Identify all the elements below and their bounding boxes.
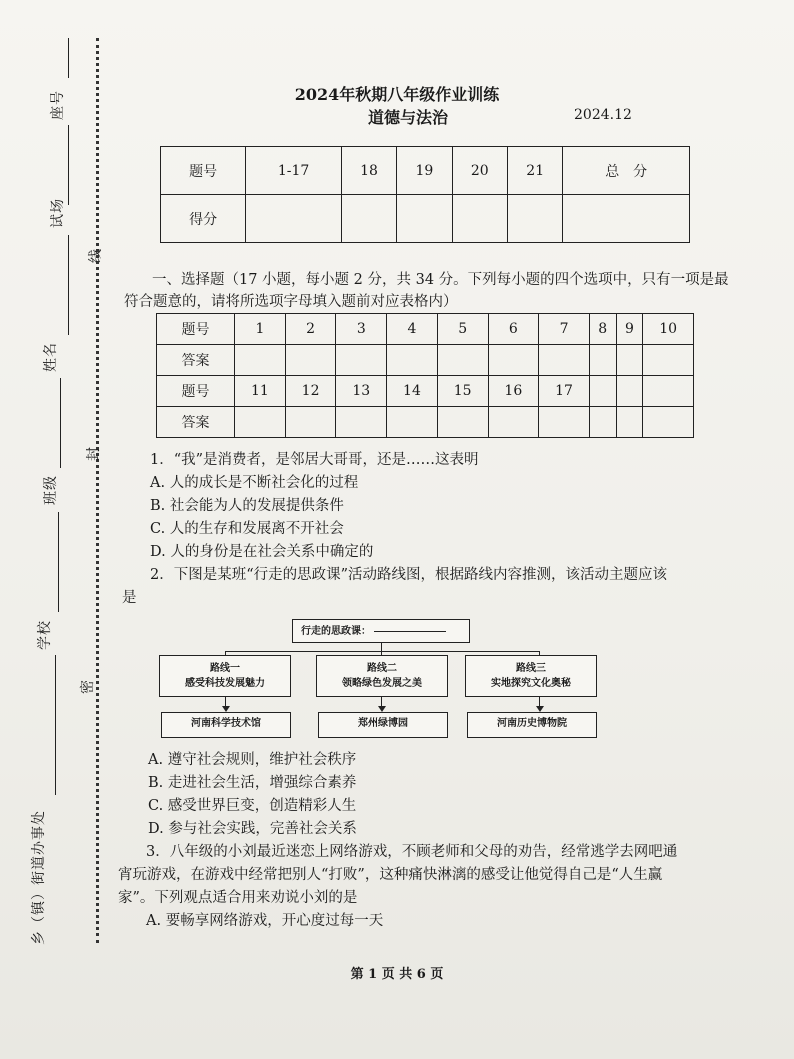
class-underline <box>60 378 61 468</box>
score-cell[interactable] <box>508 195 563 243</box>
binding-dotted-line <box>96 38 99 943</box>
answer-cell[interactable] <box>589 407 616 438</box>
school-label: 学校 <box>37 620 53 650</box>
answer-row-label: 题号 <box>157 314 235 345</box>
exam-subject: 道德与法治 <box>368 108 449 127</box>
cut-mark-secret: 密 <box>80 680 96 694</box>
q2-option-a: A. 遵守社会规则，维护社会秩序 <box>148 752 357 768</box>
diagram-root-box <box>292 619 470 643</box>
answer-cell[interactable] <box>285 345 336 376</box>
answer-cell[interactable] <box>616 345 643 376</box>
seat-label: 座号 <box>50 90 66 120</box>
route-1-place: 河南科学技术馆 <box>191 718 261 729</box>
question-number-cell <box>589 376 616 407</box>
answer-cell[interactable] <box>616 407 643 438</box>
answer-cell[interactable] <box>539 407 590 438</box>
score-header-cell: 21 <box>508 147 563 195</box>
score-cell[interactable] <box>563 195 690 243</box>
q2-option-b: B. 走进社会生活，增强综合素养 <box>148 775 357 791</box>
question-number-cell: 10 <box>643 314 694 345</box>
answer-cell[interactable] <box>437 345 488 376</box>
q1-option-b: B. 社会能为人的发展提供条件 <box>150 498 344 514</box>
answer-cell[interactable] <box>387 345 438 376</box>
answer-input-row <box>157 407 694 438</box>
route-2-name: 路线二 <box>367 663 397 674</box>
answer-number-row <box>157 314 694 345</box>
route-3-theme: 实地探究文化奥秘 <box>491 678 571 689</box>
q1-option-d: D. 人的身份是在社会关系中确定的 <box>150 544 374 560</box>
score-header-cell: 题号 <box>161 147 246 195</box>
question-number-cell: 16 <box>488 376 539 407</box>
q3-option-a: A. 要畅享网络游戏，开心度过每一天 <box>146 913 384 929</box>
answer-cell[interactable] <box>488 407 539 438</box>
room-label: 试场 <box>50 198 66 228</box>
room-underline <box>68 125 69 205</box>
exam-date: 2024.12 <box>574 107 632 123</box>
question-number-cell: 1 <box>235 314 286 345</box>
section1-instruction: 一、选择题（17 小题，每小题 2 分，共 34 分。下列每小题的四个选项中，只有一项是最符合题意的，请将所选项字母填入题前对应表格内） <box>124 272 729 310</box>
q2-stem-cont: 是 <box>122 590 137 606</box>
town-label: 乡（镇）街道办事处 <box>31 810 47 945</box>
route-3-box <box>465 655 597 697</box>
route-1-box <box>159 655 291 697</box>
route-3-place: 河南历史博物院 <box>497 718 567 729</box>
answer-table <box>156 313 694 438</box>
route-1-name: 路线一 <box>210 663 240 674</box>
question-number-cell: 8 <box>589 314 616 345</box>
class-label: 班级 <box>43 475 59 505</box>
question-number-cell: 6 <box>488 314 539 345</box>
score-cell[interactable] <box>452 195 507 243</box>
score-cell[interactable] <box>397 195 452 243</box>
diagram-root-blank <box>374 631 446 632</box>
route-2-place: 郑州绿博园 <box>358 718 408 729</box>
answer-cell[interactable] <box>437 407 488 438</box>
name-label: 姓名 <box>43 342 59 372</box>
question-number-cell: 14 <box>387 376 438 407</box>
question-number-cell: 9 <box>616 314 643 345</box>
q2-option-c: C. 感受世界巨变，创造精彩人生 <box>148 798 357 814</box>
question-number-cell: 17 <box>539 376 590 407</box>
school-underline <box>58 512 59 612</box>
score-header-cell: 1-17 <box>246 147 342 195</box>
answer-row-label: 答案 <box>157 407 235 438</box>
question-number-cell: 11 <box>235 376 286 407</box>
answer-input-row <box>157 345 694 376</box>
route-2-box <box>316 655 448 697</box>
q3-stem-cont: 家”。下列观点适合用来劝说小刘的是 <box>118 890 358 906</box>
answer-cell[interactable] <box>488 345 539 376</box>
answer-cell[interactable] <box>589 345 616 376</box>
score-header-cell: 总 分 <box>563 147 690 195</box>
q3-stem: 3．八年级的小刘最近迷恋上网络游戏，不顾老师和父母的劝告，经常逃学去网吧通 <box>146 844 678 860</box>
question-number-cell: 15 <box>437 376 488 407</box>
q2-stem: 2．下图是某班“行走的思政课”活动路线图，根据路线内容推测，该活动主题应该 <box>150 567 668 583</box>
route-2-theme: 领略绿色发展之美 <box>342 678 422 689</box>
question-number-cell <box>643 376 694 407</box>
seat-underline <box>68 38 69 78</box>
question-number-cell: 5 <box>437 314 488 345</box>
question-number-cell: 12 <box>285 376 336 407</box>
answer-cell[interactable] <box>539 345 590 376</box>
score-table-header-row <box>161 147 690 195</box>
question-number-cell: 7 <box>539 314 590 345</box>
answer-cell[interactable] <box>336 407 387 438</box>
route-3-place-box <box>467 712 597 738</box>
score-header-cell: 19 <box>397 147 452 195</box>
diagram-connector <box>381 643 382 651</box>
town-underline <box>55 655 56 795</box>
score-header-cell: 20 <box>452 147 507 195</box>
answer-cell[interactable] <box>643 407 694 438</box>
q1-option-c: C. 人的生存和发展离不开社会 <box>150 521 344 537</box>
route-2-place-box <box>318 712 448 738</box>
answer-cell[interactable] <box>336 345 387 376</box>
route-3-name: 路线三 <box>516 663 546 674</box>
answer-row-label: 题号 <box>157 376 235 407</box>
answer-cell[interactable] <box>643 345 694 376</box>
diagram-root-label: 行走的思政课： <box>301 626 371 637</box>
question-number-cell: 3 <box>336 314 387 345</box>
answer-cell[interactable] <box>235 407 286 438</box>
score-header-cell: 18 <box>341 147 396 195</box>
cut-mark-line: 线 <box>88 249 104 263</box>
q2-option-d: D. 参与社会实践，完善社会关系 <box>148 821 357 837</box>
route-1-theme: 感受科技发展魅力 <box>185 678 265 689</box>
q3-stem-cont: 宵玩游戏，在游戏中经常把别人“打败”，这种痛快淋漓的感受让他觉得自己是“人生赢 <box>118 867 663 883</box>
score-table-score-row <box>161 195 690 243</box>
question-number-cell: 13 <box>336 376 387 407</box>
q1-option-a: A. 人的成长是不断社会化的过程 <box>150 475 359 491</box>
score-cell[interactable] <box>341 195 396 243</box>
question-number-cell: 4 <box>387 314 438 345</box>
answer-cell[interactable] <box>285 407 336 438</box>
q1-stem: 1．“我”是消费者，是邻居大哥哥，还是……这表明 <box>150 452 479 468</box>
score-table <box>160 146 690 243</box>
exam-title: 2024年秋期八年级作业训练 <box>294 85 500 104</box>
question-number-cell <box>616 376 643 407</box>
score-row-label: 得分 <box>161 195 246 243</box>
name-underline <box>68 235 69 335</box>
page-number: 第 1 页 共 6 页 <box>350 967 444 982</box>
answer-row-label: 答案 <box>157 345 235 376</box>
answer-cell[interactable] <box>235 345 286 376</box>
question-number-cell: 2 <box>285 314 336 345</box>
route-1-place-box <box>161 712 291 738</box>
answer-cell[interactable] <box>387 407 438 438</box>
score-cell[interactable] <box>246 195 342 243</box>
cut-mark-seal: 封 <box>86 447 102 461</box>
answer-number-row <box>157 376 694 407</box>
